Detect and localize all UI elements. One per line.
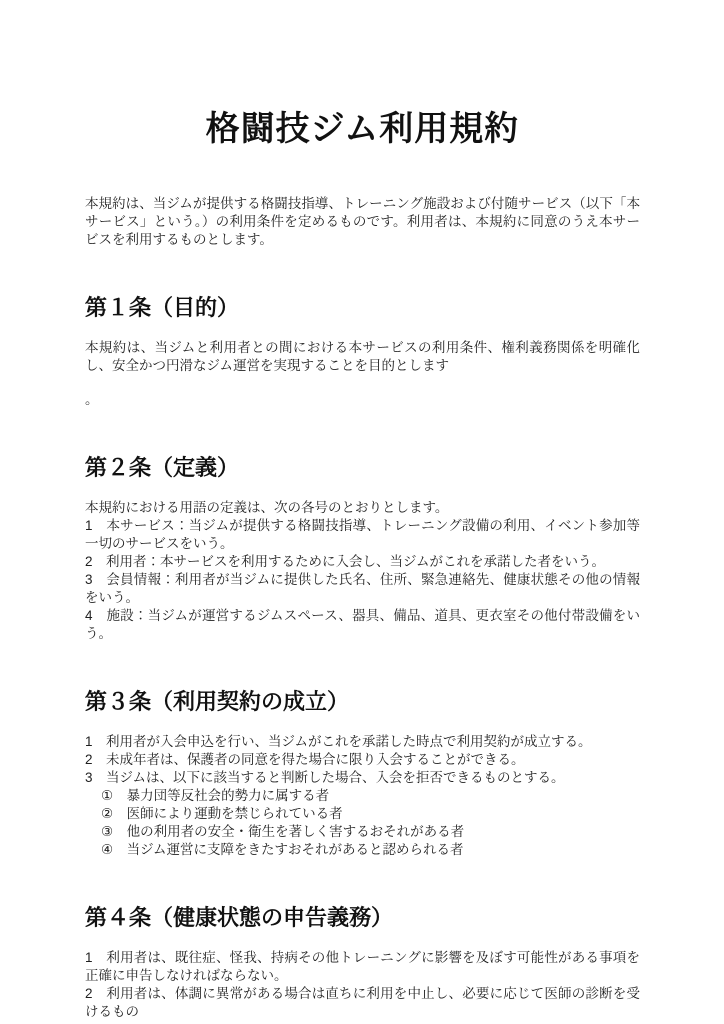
section-heading-article-3: 第３条（利用契約の成立） xyxy=(85,688,350,714)
sub-clause-item: ④ 当ジム運営に支障をきたすおそれがあると認められる者 xyxy=(101,841,464,857)
article-1-body: 本規約は、当ジムと利用者との間における本サービスの利用条件、権利義務関係を明確化し、安全かつ円滑なジム運営を実現することを目的とします xyxy=(85,339,640,373)
clause-item: 3 会員情報：利用者が当ジムに提供した氏名、住所、緊急連絡先、健康状態その他の情報をいう。 xyxy=(85,571,640,605)
page-title: 格闘技ジム利用規約 xyxy=(205,110,520,148)
sub-clause-item: ① 暴力団等反社会的勢力に属する者 xyxy=(101,787,330,803)
article-2-lead: 本規約における用語の定義は、次の各号のとおりとします。 xyxy=(85,499,449,515)
section-article-4 xyxy=(85,903,640,1021)
section-heading-article-2: 第２条（定義） xyxy=(85,454,240,480)
section-article-2 xyxy=(85,453,640,643)
clause-item: 3 当ジムは、以下に該当すると判断した場合、入会を拒否できるものとする。 xyxy=(85,769,565,785)
clause-item: 2 未成年者は、保護者の同意を得た場合に限り入会することができる。 xyxy=(85,751,525,767)
sub-clause-item: ② 医師により運動を禁じられている者 xyxy=(101,805,343,821)
clause-item: 1 利用者が入会申込を行い、当ジムがこれを承諾した時点で利用契約が成立する。 xyxy=(85,733,592,749)
intro-paragraph: 本規約は、当ジムが提供する格闘技指導、トレーニング施設および付随サービス（以下「本サービス」という。）の利用条件を定めるものです。利用者は、本規約に同意のうえ本サービスを利用するものとします。 xyxy=(85,195,640,247)
clause-item: 4 施設：当ジムが運営するジムスペース、器具、備品、道具、更衣室その他付帯設備をいう。 xyxy=(85,607,640,641)
section-heading-article-1: 第１条（目的） xyxy=(85,294,240,320)
clause-item: 2 利用者は、体調に異常がある場合は直ちに利用を中止し、必要に応じて医師の診断を受けるもの xyxy=(85,985,640,1019)
section-heading-article-4: 第４条（健康状態の申告義務） xyxy=(85,904,394,930)
sub-clause-item: ③ 他の利用者の安全・衛生を著しく害するおそれがある者 xyxy=(101,823,465,839)
clause-item: 1 本サービス：当ジムが提供する格闘技指導、トレーニング設備の利用、イベント参加等一切のサービスをいう。 xyxy=(85,517,640,551)
article-1-stray-period: 。 xyxy=(85,391,99,407)
section-article-1 xyxy=(85,293,640,409)
clause-item: 1 利用者は、既往症、怪我、持病その他トレーニングに影響を及ぼす可能性がある事項を正確に申告しなければならない。 xyxy=(85,949,640,983)
clause-item: 2 利用者：本サービスを利用するために入会し、当ジムがこれを承諾した者をいう。 xyxy=(85,553,605,569)
section-article-3 xyxy=(85,687,640,859)
